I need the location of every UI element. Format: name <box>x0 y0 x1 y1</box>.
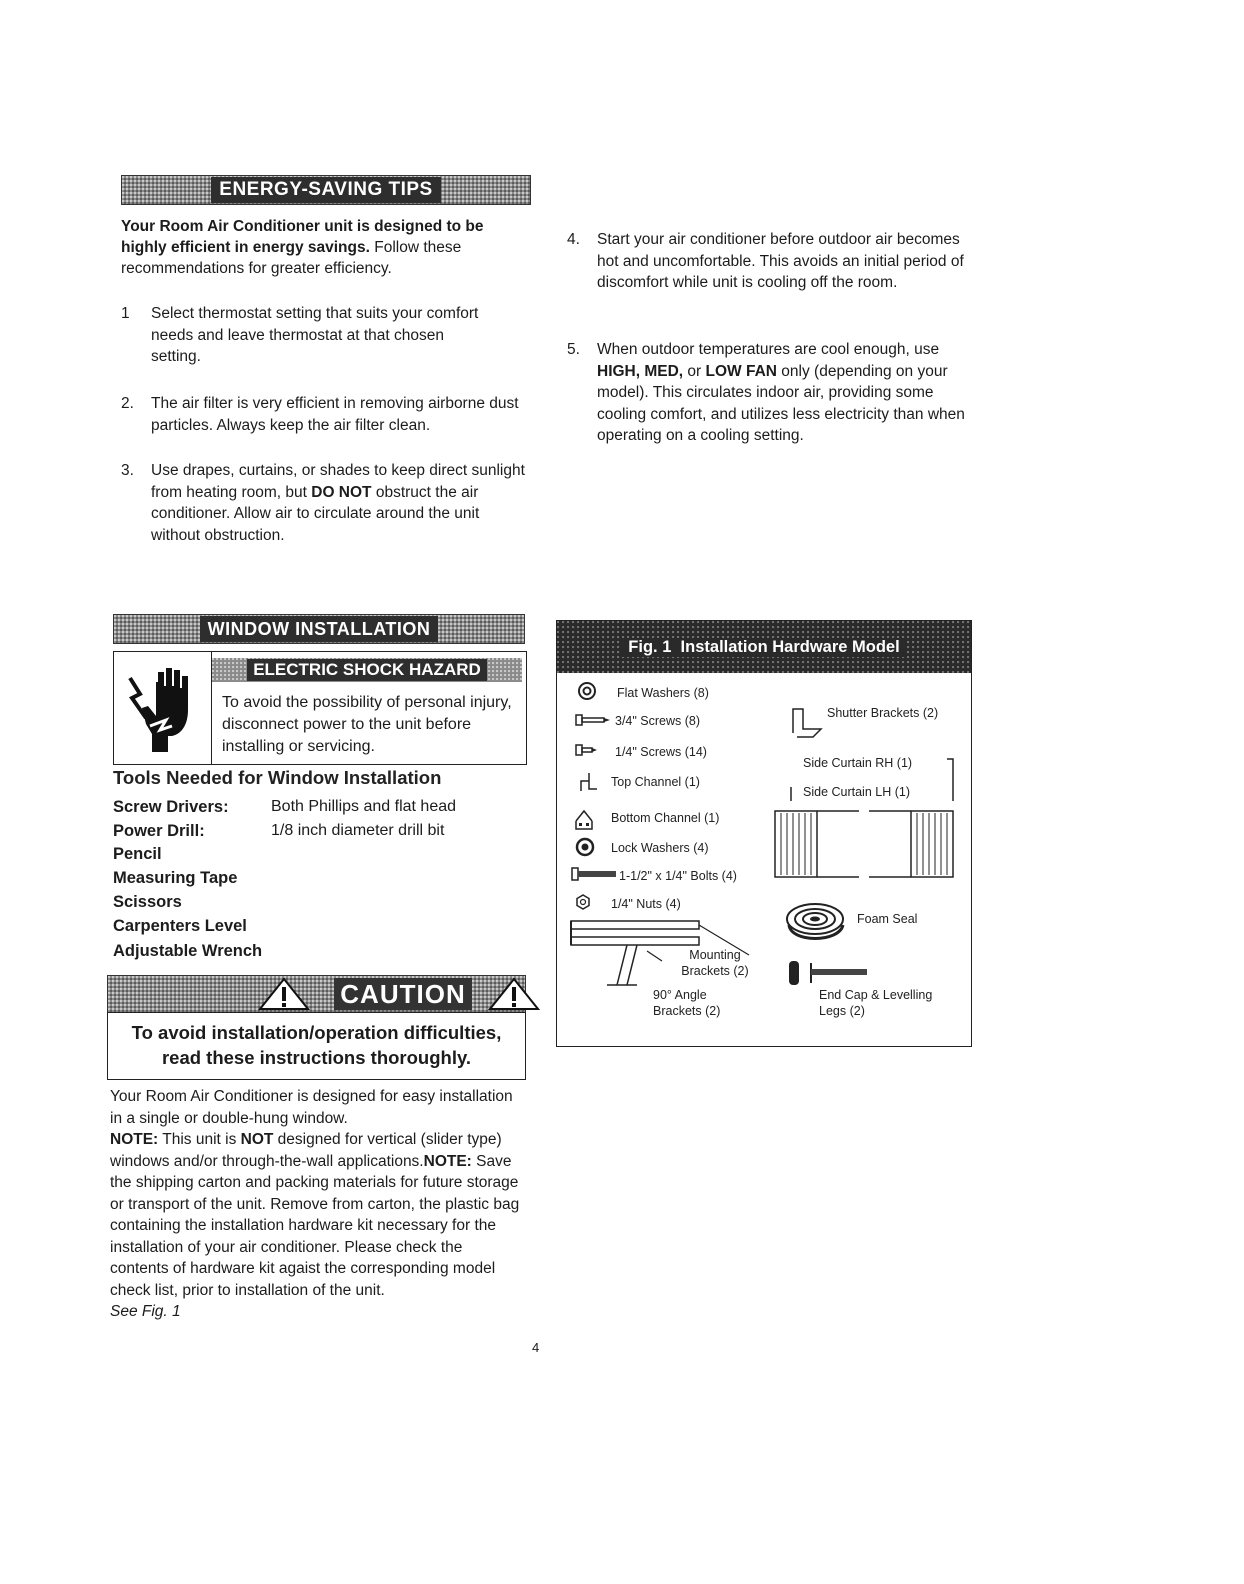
screw-icon <box>575 743 599 757</box>
flat-washer-icon <box>577 681 597 701</box>
note-emphasis: NOT <box>240 1131 274 1148</box>
tool-value: Both Phillips and flat head <box>271 798 457 815</box>
shutter-brackets-label: Shutter Brackets (2) <box>827 706 939 720</box>
tip-number: 3. <box>121 462 134 479</box>
tip-text-emphasis: LOW FAN <box>705 362 777 380</box>
page-number: 4 <box>532 1340 540 1355</box>
hardware-item: 3/4" Screws (8) <box>615 714 701 728</box>
figure-1 <box>556 620 972 1047</box>
installation-body <box>110 1086 520 1323</box>
tool-row <box>113 867 237 889</box>
hardware-item: Lock Washers (4) <box>611 841 709 855</box>
tool-label: Measuring Tape <box>113 869 238 887</box>
figure-title-bar <box>557 621 971 673</box>
note-text: Save the shipping carton and packing materials for future storage or transport of the unit. Remove from carton, the plastic bag containing the installation hardware kit necessary for the installation of your air conditioner. Please check the contents of hardware kit agaist the corresponding model check list, prior to installation of the unit. <box>110 1152 520 1299</box>
bolt-icon <box>571 867 619 881</box>
caution-box <box>107 1012 526 1080</box>
foam-seal-label: Foam Seal <box>857 912 918 926</box>
tip-text-part: obstruct the air conditioner. Allow air to circulate around the unit without obstruction. <box>151 483 480 544</box>
tip-text: Start your air conditioner before outdoor air becomes hot and uncomfortable. This avoids an initial period of discomfort while unit is cooling off the room. <box>597 231 964 291</box>
window-installation-banner <box>113 614 525 644</box>
tip-number: 1 <box>121 305 130 322</box>
tip-text: The air filter is very efficient in removing airborne dust particles. Always keep the air filter clean. <box>151 395 519 434</box>
caution-line-2: read these instructions thoroughly. <box>161 1047 472 1068</box>
tool-label: Screw Drivers: <box>113 798 229 816</box>
bottom-channel-icon <box>573 807 597 831</box>
figure-title: Fig. 1 Installation Hardware Model <box>622 638 905 657</box>
hardware-item: Top Channel (1) <box>611 775 700 789</box>
end-cap-icon <box>787 959 877 989</box>
electric-shock-hand-icon <box>122 664 202 754</box>
top-channel-icon <box>575 771 599 795</box>
lock-washer-icon <box>575 837 595 857</box>
tool-label: Scissors <box>113 893 182 911</box>
warning-triangle-icon <box>488 977 540 1011</box>
note-label: NOTE: <box>423 1152 472 1170</box>
side-curtain-lh-label: Side Curtain LH (1) <box>803 785 910 799</box>
tool-label: Power Drill: <box>113 822 205 840</box>
caution-line-1: To avoid installation/operation difficulties, <box>131 1022 502 1043</box>
tip-text-part: or <box>683 362 706 380</box>
tip-text: Select thermostat setting that suits your comfort needs and leave thermostat at that chosen setting. <box>151 305 479 365</box>
hazard-title: ELECTRIC SHOCK HAZARD <box>247 659 487 681</box>
energy-tips-banner <box>121 175 531 205</box>
angle-brackets-label: 90° Angle Brackets (2) <box>653 988 721 1018</box>
end-cap-label: End Cap & Levelling Legs (2) <box>819 988 933 1018</box>
shutter-bracket-icon <box>787 705 827 739</box>
tool-row <box>113 843 162 865</box>
screw-icon <box>575 713 611 727</box>
tip-text <box>597 339 975 447</box>
hazard-text: To avoid the possibility of personal injury, disconnect power to the unit before installing or servicing. <box>222 694 512 755</box>
tip-text-part: When outdoor temperatures are cool enough, use <box>597 341 940 358</box>
tool-label: Carpenters Level <box>113 917 247 935</box>
hardware-item: 1/4" Screws (14) <box>615 745 707 759</box>
energy-tips-intro-bold: Your Room Air Conditioner unit is designed to be highly efficient in energy savings. <box>121 218 484 256</box>
window-installation-heading: WINDOW INSTALLATION <box>200 616 439 642</box>
tool-label: Pencil <box>113 845 162 863</box>
tool-row <box>113 891 182 913</box>
hazard-icon-cell <box>114 652 212 764</box>
hardware-item: 1/4" Nuts (4) <box>611 897 681 911</box>
energy-tips-intro <box>121 216 516 279</box>
note-text: designed for vertical (slider type) windows and/or through-the-wall applications. <box>110 1131 502 1170</box>
tool-label: Adjustable Wrench <box>113 942 263 960</box>
hardware-item: 1-1/2" x 1/4" Bolts (4) <box>619 869 737 883</box>
tool-row <box>113 940 262 962</box>
hardware-item: Bottom Channel (1) <box>611 811 720 825</box>
tip-number: 5. <box>567 341 580 358</box>
tip-number: 4. <box>567 231 580 248</box>
side-curtain-icon <box>769 757 959 887</box>
hardware-item: Flat Washers (8) <box>617 686 709 700</box>
energy-tips-intro-rest: Follow these recommendations for greater efficiency. <box>121 239 462 277</box>
caution-banner <box>107 975 526 1013</box>
foam-seal-icon <box>783 899 853 949</box>
mounting-brackets-label: Mounting Brackets (2) <box>681 948 749 978</box>
tip-text-emphasis: HIGH, MED, <box>597 362 684 380</box>
tool-row <box>113 820 445 842</box>
tip-number: 2. <box>121 395 134 412</box>
tip-text-emphasis: DO NOT <box>311 483 372 501</box>
caution-title: CAUTION <box>334 978 471 1010</box>
tool-value: 1/8 inch diameter drill bit <box>271 822 445 839</box>
energy-tips-heading: ENERGY-SAVING TIPS <box>211 177 440 203</box>
see-figure-reference: See Fig. 1 <box>110 1303 181 1320</box>
tip-text <box>151 460 531 546</box>
tool-row <box>113 915 247 937</box>
note-label: NOTE: <box>110 1131 159 1148</box>
side-curtain-rh-label: Side Curtain RH (1) <box>803 756 913 770</box>
hazard-box <box>113 651 527 765</box>
nut-icon <box>575 894 591 910</box>
installation-body-text: Your Room Air Conditioner is designed for easy installation in a single or double-hung window. <box>110 1088 513 1127</box>
note-text: This unit is <box>158 1131 241 1148</box>
tool-row <box>113 796 457 818</box>
tools-heading: Tools Needed for Window Installation <box>113 767 442 788</box>
hazard-title-bar <box>212 658 522 682</box>
warning-triangle-icon <box>258 977 310 1011</box>
tip-text-part: only (depending on your model). This circulates indoor air, providing some cooling comfort, and utilizes less electricity than when operating on a cooling setting. <box>597 362 965 444</box>
tip-text-part: Use drapes, curtains, or shades to keep direct sunlight from heating room, but <box>151 462 525 501</box>
